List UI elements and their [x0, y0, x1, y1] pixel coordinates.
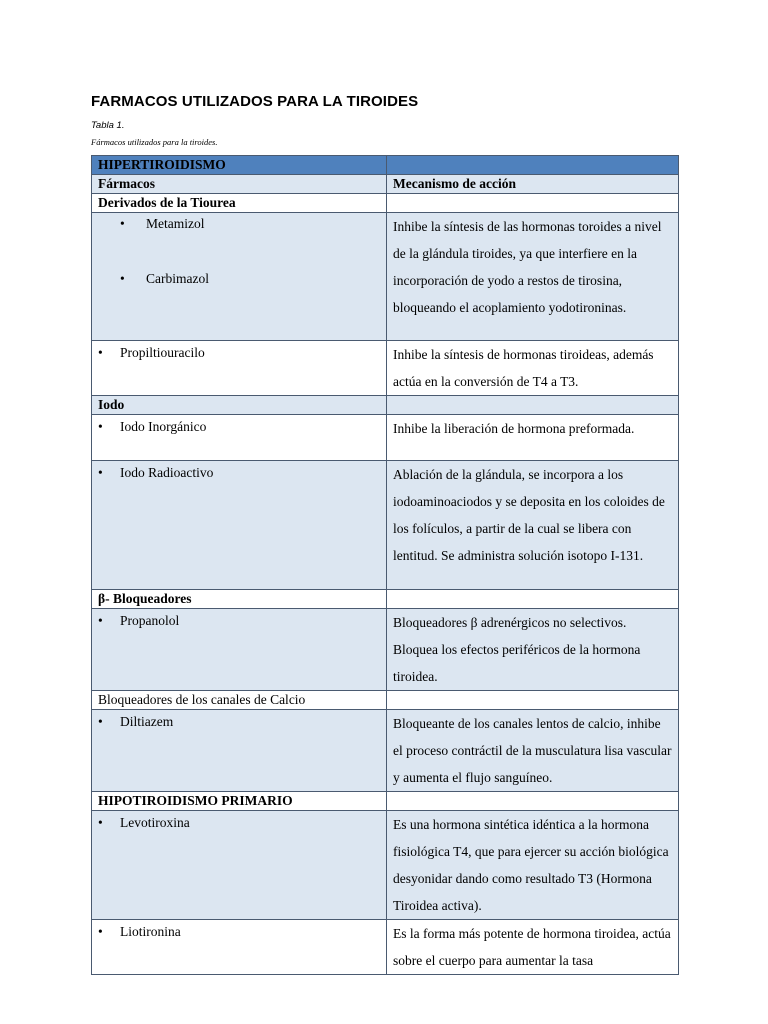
list-item [98, 612, 380, 630]
mechanism-cell: Inhibe la liberación de hormona preformada. [387, 415, 679, 461]
mechanism-cell: Bloqueadores β adrenérgicos no selectivos. Bloquea los efectos periféricos de la hormona tiroidea. [387, 609, 679, 691]
bullet-icon: • [98, 815, 103, 830]
mechanism-cell: Es una hormona sintética idéntica a la hormona fisiológica T4, que para ejercer su acción biológica desyonidar dando como resultado T3 (Hormona Tiroidea activa). [387, 811, 679, 920]
header-row [92, 175, 679, 194]
drug-name: Iodo Radioactivo [120, 465, 214, 480]
group-row-tiourea [92, 194, 679, 213]
bullet-icon: • [98, 419, 103, 434]
group-row-calcio [92, 691, 679, 710]
drug-name: Propiltiouracilo [120, 345, 205, 360]
table-row [92, 415, 679, 461]
list-item [98, 923, 380, 941]
drug-cell [92, 811, 387, 920]
mechanism-cell: Ablación de la glándula, se incorpora a los iodoaminoaciodos y se deposita en los coloides de los folículos, a partir de la cual se libera con lentitud. Se administra solución isotopo I-131. [387, 461, 679, 590]
table-label: Tabla 1. [91, 120, 125, 131]
drug-name: Metamizol [146, 216, 205, 231]
drug-name: Propanolol [120, 613, 180, 628]
drug-name: Liotironina [120, 924, 181, 939]
bullet-icon: • [98, 714, 103, 729]
drug-cell [92, 415, 387, 461]
table-row [92, 920, 679, 975]
table-row [92, 710, 679, 792]
list-item [98, 418, 380, 436]
drug-cell [92, 461, 387, 590]
mechanism-cell: Bloqueante de los canales lentos de calcio, inhibe el proceso contráctil de la musculatura lisa vascular y aumenta el flujo sanguíneo. [387, 710, 679, 792]
group-row-iodo [92, 396, 679, 415]
mechanism-cell: Inhibe la síntesis de las hormonas toroides a nivel de la glándula tiroides, ya que interfiere en la incorporación de yodo a restos de tirosina, bloqueando el acoplamiento yodotironinas. [387, 213, 679, 341]
drug-cell [92, 920, 387, 975]
drug-name: Carbimazol [146, 271, 209, 286]
bullet-icon: • [98, 345, 103, 360]
list-item [98, 344, 380, 362]
group-label: β- Bloqueadores [92, 590, 387, 609]
group-label: Bloqueadores de los canales de Calcio [92, 691, 387, 710]
drug-table [91, 155, 679, 975]
mechanism-cell: Inhibe la síntesis de hormonas tiroideas, además actúa en la conversión de T4 a T3. [387, 341, 679, 396]
table-row [92, 609, 679, 691]
list-item [98, 814, 380, 832]
table-row [92, 811, 679, 920]
column-header-mecanismo: Mecanismo de acción [387, 175, 679, 194]
column-header-farmacos: Fármacos [92, 175, 387, 194]
list-item [98, 215, 380, 233]
section-title: HIPERTIROIDISMO [92, 156, 387, 175]
bullet-icon: • [98, 613, 103, 628]
section-row-hipertiroidismo [92, 156, 679, 175]
drug-name: Iodo Inorgánico [120, 419, 207, 434]
section-row-hipotiroidismo [92, 792, 679, 811]
group-label: Derivados de la Tiourea [92, 194, 387, 213]
drug-cell [92, 710, 387, 792]
table-row [92, 341, 679, 396]
table-row [92, 461, 679, 590]
list-item [98, 464, 380, 482]
table-caption: Fármacos utilizados para la tiroides. [91, 137, 218, 147]
drug-name: Diltiazem [120, 714, 174, 729]
bullet-icon: • [120, 271, 125, 286]
list-item [98, 270, 380, 288]
bullet-icon: • [98, 924, 103, 939]
list-item [98, 713, 380, 731]
drug-cell [92, 609, 387, 691]
mechanism-cell: Es la forma más potente de hormona tiroidea, actúa sobre el cuerpo para aumentar la tasa [387, 920, 679, 975]
bullet-icon: • [98, 465, 103, 480]
document-title: FARMACOS UTILIZADOS PARA LA TIROIDES [91, 93, 419, 110]
drug-name: Levotiroxina [120, 815, 190, 830]
group-row-beta [92, 590, 679, 609]
group-label: Iodo [92, 396, 387, 415]
bullet-icon: • [120, 216, 125, 231]
table-row [92, 213, 679, 341]
section-title: HIPOTIROIDISMO PRIMARIO [92, 792, 387, 811]
drug-cell [92, 341, 387, 396]
drug-cell [92, 213, 387, 341]
